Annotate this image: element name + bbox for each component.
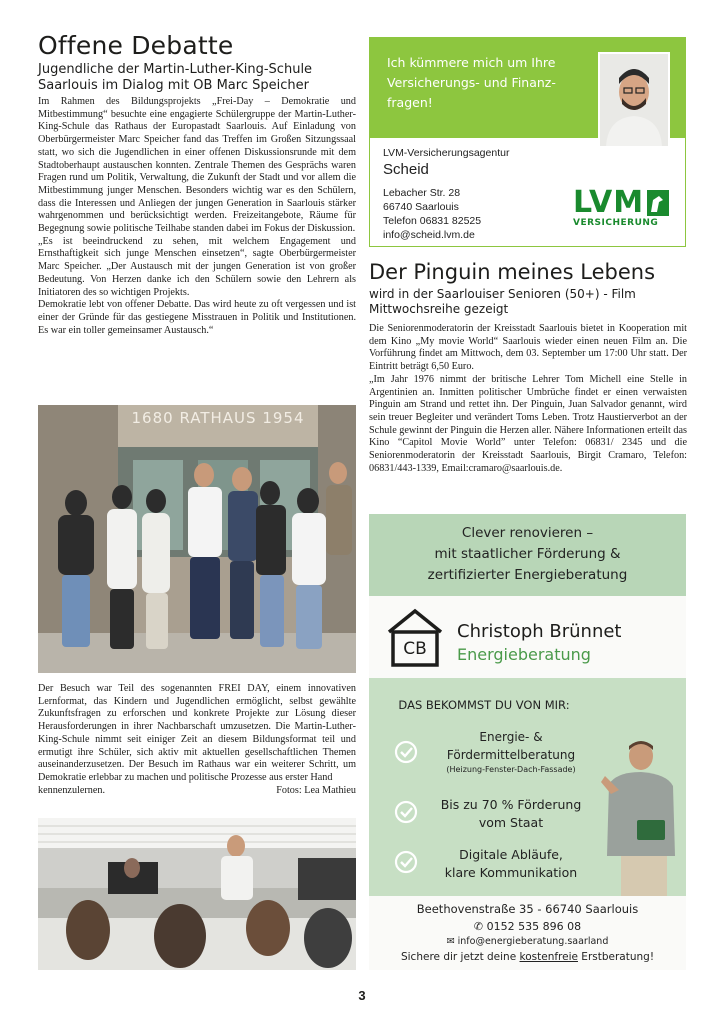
- article-paragraph: Demokratie lebt von offener Debatte. Das wird heute zu oft vergessen und ist einer der Gründe für das gestiegene Misstrauen in Politik und Institutionen. Es war ein toller gemeinsamer Austausch.“: [38, 299, 356, 336]
- contact-band: [369, 896, 686, 970]
- council-chamber-illustration: [38, 818, 356, 970]
- cta-text: Sichere dir jetzt deine: [400, 951, 520, 963]
- benefits-title: DAS BEKOMMST DU VON MIR:: [398, 698, 570, 712]
- benefit-line: Energie- &: [479, 730, 543, 744]
- benefit-note: (Heizung-Fenster-Dach-Fassade): [446, 765, 576, 774]
- agent-portrait-illustration: [600, 54, 668, 146]
- company-email-row: [369, 936, 686, 947]
- ad-claim-band: [369, 514, 686, 596]
- company-band: [369, 596, 686, 678]
- cb-logo-letters: CB: [403, 639, 427, 659]
- claim-line: zertifizierter Energieberatung: [427, 567, 628, 583]
- agency-city: 66740 Saarlouis: [383, 201, 459, 213]
- article-pinguin: [369, 259, 687, 475]
- phone-icon: ✆: [473, 920, 484, 933]
- benefits-section: [369, 678, 686, 896]
- company-email: info@energieberatung.saarland: [457, 936, 609, 947]
- benefit-line: vom Staat: [478, 815, 544, 830]
- article-offene-debatte: [38, 32, 356, 337]
- article-title: Der Pinguin meines Lebens: [369, 260, 656, 284]
- claim-line: Clever renovieren –: [461, 525, 594, 541]
- group-photo-rathaus: [38, 405, 356, 673]
- company-address: Beethovenstraße 35 - 66740 Saarlouis: [416, 902, 639, 916]
- agency-phone: Telefon 06831 82525: [383, 215, 482, 227]
- article-continuation: [38, 683, 356, 797]
- check-circle-icon: [394, 800, 418, 824]
- agent-portrait: [598, 52, 670, 148]
- consultant-portrait: [597, 738, 681, 896]
- agency-email: info@scheid.lvm.de: [383, 229, 475, 241]
- claim-line: mit staatlicher Förderung &: [434, 546, 621, 562]
- lvm-logo-text: LVM: [573, 185, 645, 220]
- lvm-horse-icon: [645, 190, 669, 216]
- article-paragraph: „Im Jahr 1976 nimmt der britische Lehrer Tom Michell eine Stelle in Argentinien an. Inmitten politischer Umbrüche findet er einen verwaisten Pinguin am Strand und rettet ihn. Der Pinguin, Juan Salvador genannt, wird sein treuer Begleiter und verändert Toms Leben. Trotz Haustierverbot an der Schule gewinnt der Pinguin die Herzen aller. Nähere Informationen erteilt das Kino “Capitol Movie World” unter Telefon: 06831/ 2345 und die Seniorenmoderatorin der Kreisstadt Saarlouis, Birgit Cramaro, Telefon: 06831/443-1339, Email:cramaro@saarlouis.de.: [369, 373, 687, 474]
- call-to-action: [369, 951, 686, 963]
- article-subtitle: wird in der Saarlouiser Senioren (50+) - Film Mittwochsreihe gezeigt: [369, 287, 636, 316]
- ad-tagline: Ich kümmere mich um Ihre Versicherungs- und Finanz-fragen!: [387, 55, 556, 110]
- council-chamber-photo: [38, 818, 356, 970]
- ad-claim: [369, 523, 686, 586]
- agency-label: LVM-Versicherungsagentur: [383, 147, 510, 159]
- agency-contact-block: [383, 146, 509, 242]
- company-subtitle: Energieberatung: [457, 645, 591, 664]
- article-subtitle: [38, 62, 356, 94]
- lvm-logo: [573, 185, 668, 228]
- energieberatung-ad: [369, 514, 686, 970]
- article-paragraph: „Es ist beeindruckend zu sehen, mit welchem Engagement und Ernsthaftigkeit sich junge Menschen einsetzen“, sagte Oberbürgermeister Marc Speicher. „Der Austausch mit der jungen Generation ist von großer Bedeutung. Von Herzen danke ich den Schülern sowie den Lehrern als Initiatoren des so wichtigen Projekts.: [38, 235, 356, 298]
- company-name: Christoph Brünnet: [457, 621, 622, 642]
- cta-emphasis: kostenfreie: [519, 951, 578, 963]
- company-phone: 0152 535 896 08: [486, 920, 582, 933]
- benefit-line: Bis zu 70 % Förderung: [440, 797, 582, 812]
- rathaus-sign: 1680 RATHAUS 1954: [131, 409, 305, 427]
- benefit-text: [421, 728, 601, 776]
- benefit-line: Fördermittelberatung: [446, 748, 576, 762]
- article-last-line: [38, 785, 356, 798]
- page-number: 3: [358, 988, 366, 1003]
- agency-name: Scheid: [383, 161, 429, 178]
- article-title: Offene Debatte: [38, 31, 234, 60]
- group-photo-illustration: [38, 405, 356, 673]
- article-paragraph: Die Seniorenmoderatorin der Kreisstadt Saarlouis bietet in Kooperation mit dem Kino „My movie World“ Saarlouis wieder einen neuen Film an. Die Vorführung findet am Mittwoch, dem 03. September um 17:00 Uhr statt. Der Eintritt beträgt 6,50 Euro.: [369, 323, 687, 373]
- article-last-word: kennenzulernen.: [38, 784, 106, 796]
- check-circle-icon: [394, 850, 418, 874]
- benefit-line: Digitale Abläufe,: [459, 847, 563, 862]
- article-paragraph: Der Besuch war Teil des sogenannten FREI DAY, einem innovativen Lernformat, das Kindern und Jugendlichen ermöglicht, selbst gewählte Zukunftsfragen zu erforschen und konkrete Projekte zur Lösung dieser Herausforderungen in ihrer Nachbarschaft umzusetzen. Die Martin-Luther-King-Schule nimmt seit einiger Zeit an diesem Bildungsformat teil und ermutigt ihre Schüler, sich aktiv mit aktuellen gesellschaftlichen Themen auseinanderzusetzen. Der Besuch im Rathaus war ein weiterer Schritt, um Demokratie erlebbar zu machen und politische Prozesse aus erster Hand: [38, 683, 356, 783]
- cb-house-logo: [386, 608, 444, 668]
- agency-street: Lebacher Str. 28: [383, 187, 461, 199]
- benefit-text: [421, 796, 601, 832]
- lvm-logo-subtext: VERSICHERUNG: [573, 218, 659, 228]
- benefit-line: klare Kommunikation: [444, 865, 578, 880]
- mail-icon: ✉: [446, 936, 455, 947]
- subtitle-line-1: Jugendliche der Martin-Luther-King-Schule: [38, 62, 313, 77]
- article-paragraph: Im Rahmen des Bildungsprojekts „Frei-Day – Demokratie und Mitbestimmung“ besuchte eine engagierte Schülergruppe der Martin-Luther-King-Schule das Rathaus der Europastadt Saarlouis. Auf Einladung von Oberbürgermeister Marc Speicher fand das Treffen im Großen Sitzungssaal statt, wo sich die Jugendlichen in einer offenen Diskussionsrunde mit dem Stadtoberhaupt austauschen konnten. Zentrale Themen des Gesprächs waren Fragen rund um Politik, Verwaltung, die Zukunft der Stadt und vor allem die Mitbestimmung junger Menschen. Besonders wichtig war es den Schülern, dass die Interessen und Anliegen der jungen Generation in Saarlouis stärker wahrgenommen und berücksichtigt werden. Freizeitangebote, Räume für Begegnung sowie politische Teilhabe standen dabei im Fokus der Diskussion.: [38, 96, 356, 235]
- subtitle-line-2: Saarlouis im Dialog mit OB Marc Speicher: [38, 78, 309, 93]
- company-phone-row: [369, 920, 686, 933]
- lvm-insurance-ad: [369, 37, 686, 247]
- photo-credit: Fotos: Lea Mathieu: [276, 784, 356, 796]
- benefit-text: [421, 846, 601, 882]
- cta-text: Erstberatung!: [577, 951, 655, 963]
- check-circle-icon: [394, 740, 418, 764]
